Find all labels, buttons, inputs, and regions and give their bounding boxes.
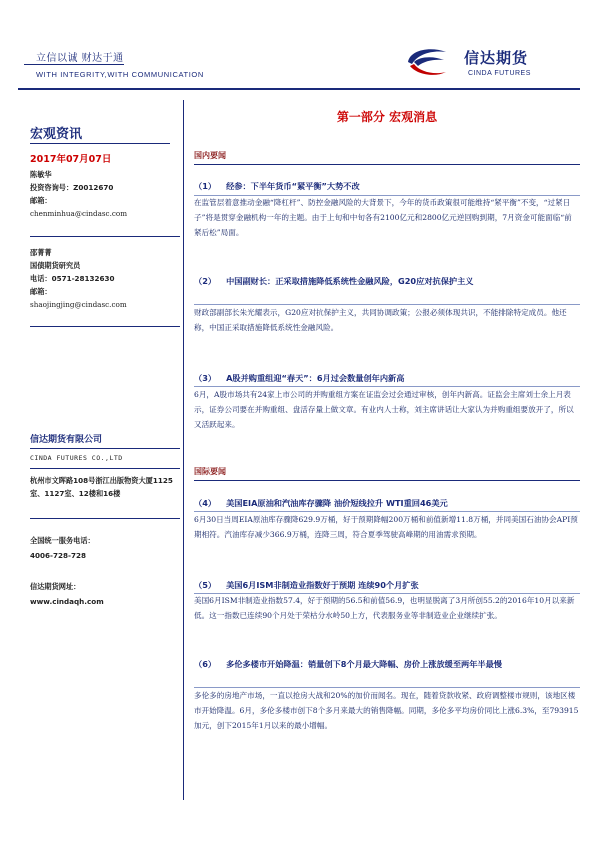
company-address: 杭州市文晖路108号浙江出版物资大厦1125室、1127室、12楼和16楼 xyxy=(30,476,173,498)
news-6-number: （6） xyxy=(194,659,217,669)
news-1-number: （1） xyxy=(194,181,217,191)
news-5-title: 美国6月ISM非制造业指数好于预期 连续90个月扩张 xyxy=(226,580,419,590)
news-2-number: （2） xyxy=(194,276,217,286)
hotline-label: 全国统一服务电话： xyxy=(30,536,95,545)
report-date: 2017年07月07日 xyxy=(30,154,112,165)
sidebar-divider xyxy=(30,236,180,237)
news-6-body: 多伦多的房地产市场，一直以抢房大战和20%的加价而闻名。现在，随着贷款收紧、政府调整楼市规则，该地区楼市开始降温。6月，多伦多楼市创下8个多月来最大的销售降幅。同期，多伦多平均房价同比上涨6.3%，至793915加元，创下2015年1月以来的最小增幅。 xyxy=(194,691,579,730)
news-3-heading xyxy=(194,371,574,385)
logo-text-cn: 信达期货 xyxy=(464,49,529,67)
header-slogan: 立信以诚 财达于通 xyxy=(36,53,124,64)
news-2-body: 财政部副部长朱光耀表示，G20应对抗保护主义，共同协调政策；公报必须体现共识，不能排除特定成员。他还称，中国正采取措施降低系统性金融风险。 xyxy=(194,308,567,332)
international-news-label: 国际要闻 xyxy=(194,467,226,476)
header-tagline: WITH INTEGRITY,WITH COMMUNICATION xyxy=(36,70,204,79)
news-4-heading xyxy=(194,496,574,510)
analyst-1-name: 陈敏华 xyxy=(30,170,52,179)
news-1-heading xyxy=(194,179,574,193)
report-type-title: 宏观资讯 xyxy=(30,127,83,142)
analyst-2-phone: 电话：0571-28132630 xyxy=(30,274,115,283)
analyst-1-email-label: 邮箱： xyxy=(30,196,52,205)
sidebar-divider xyxy=(30,518,180,519)
news-5-number: （5） xyxy=(194,580,217,590)
news-1-title: 经参：下半年货币“紧平衡”大势不改 xyxy=(226,181,360,191)
analyst-1-email[interactable]: chenminhua@cindasc.com xyxy=(30,209,128,218)
news-2-title: 中国副财长：正采取措施降低系统性金融风险，G20应对抗保护主义 xyxy=(226,276,474,286)
website-link[interactable]: www.cindaqh.com xyxy=(30,597,104,606)
news-4-title: 美国EIA原油和汽油库存骤降 油价短线拉升 WTI重回46美元 xyxy=(226,498,448,508)
hotline-number: 4006-728-728 xyxy=(30,551,86,560)
company-name-en: CINDA FUTURES CO.,LTD xyxy=(30,454,123,462)
website-label: 信达期货网址： xyxy=(30,582,81,591)
news-4-number: （4） xyxy=(194,498,217,508)
news-1-body: 在监管层着意推动金融“降杠杆”、防控金融风险的大背景下，今年的货币政策很可能维持“紧平衡”不变，“过紧日子”将是贯穿金融机构一年的主题。由于上旬和中旬各有2100亿元和2800亿元逆回购到期，7月资金可能面临“前紧后松”局面。 xyxy=(194,198,572,237)
sidebar-divider xyxy=(30,468,180,469)
analyst-2-role: 国债期货研究员 xyxy=(30,261,81,270)
news-2-heading xyxy=(194,274,574,288)
news-4-body: 6月30日当周EIA原油库存骤降629.9万桶，好于预期降幅200万桶和前值新增11.8万桶，并同美国石油协会API预期相符。汽油库存减少366.9万桶，连降三周，符合夏季驾驶高峰期的用油需求预期。 xyxy=(194,515,578,539)
slogan-underline xyxy=(24,64,124,65)
news-5-heading xyxy=(194,578,574,592)
news-6-title: 多伦多楼市开始降温：销量创下8个月最大降幅、房价上涨放缓至两年半最慢 xyxy=(226,659,502,669)
analyst-2-email-label: 邮箱： xyxy=(30,287,52,296)
title-underline xyxy=(30,143,170,144)
news-3-number: （3） xyxy=(194,373,217,383)
analyst-2-name: 邵菁菁 xyxy=(30,248,52,257)
cinda-logo-icon xyxy=(400,42,450,82)
part-title: 第一部分 宏观消息 xyxy=(336,110,438,124)
analyst-2-block xyxy=(30,246,180,311)
header-rule xyxy=(18,88,580,90)
logo-text-en: CINDA FUTURES xyxy=(468,70,531,77)
analyst-1-qualification: 投资咨询号：Z0012670 xyxy=(30,183,114,192)
sidebar-divider xyxy=(30,326,180,327)
news-3-title: A股并购重组迎“春天”：6月过会数量创年内新高 xyxy=(226,373,405,383)
news-5-body: 美国6月ISM非制造业指数57.4，好于预期的56.5和前值56.9，也明显脱离了3月所创55.2的2016年10月以来新低。这一指数已连续90个月处于荣枯分水岭50上方，代表服务业等非制造业企业继续扩张。 xyxy=(194,596,575,620)
domestic-news-label: 国内要闻 xyxy=(194,151,226,160)
analyst-2-email[interactable]: shaojingjing@cindasc.com xyxy=(30,300,127,309)
company-name-cn: 信达期货有限公司 xyxy=(30,435,103,445)
news-6-heading xyxy=(194,657,574,671)
analyst-1-block xyxy=(30,168,180,220)
section-rule xyxy=(194,164,580,165)
news-3-body: 6月，A股市场共有24家上市公司的并购重组方案在证监会过会通过审核，创年内新高。证监会主席刘士余上月表示，证券公司要在并购重组、盘活存量上做文章。有业内人士称，刘主席讲话让大家认为并购重组要放开了，所以又活跃起来。 xyxy=(194,390,574,429)
section-rule xyxy=(194,480,580,481)
contact-block xyxy=(30,534,180,608)
company-underline xyxy=(30,448,180,449)
column-divider xyxy=(183,100,184,800)
